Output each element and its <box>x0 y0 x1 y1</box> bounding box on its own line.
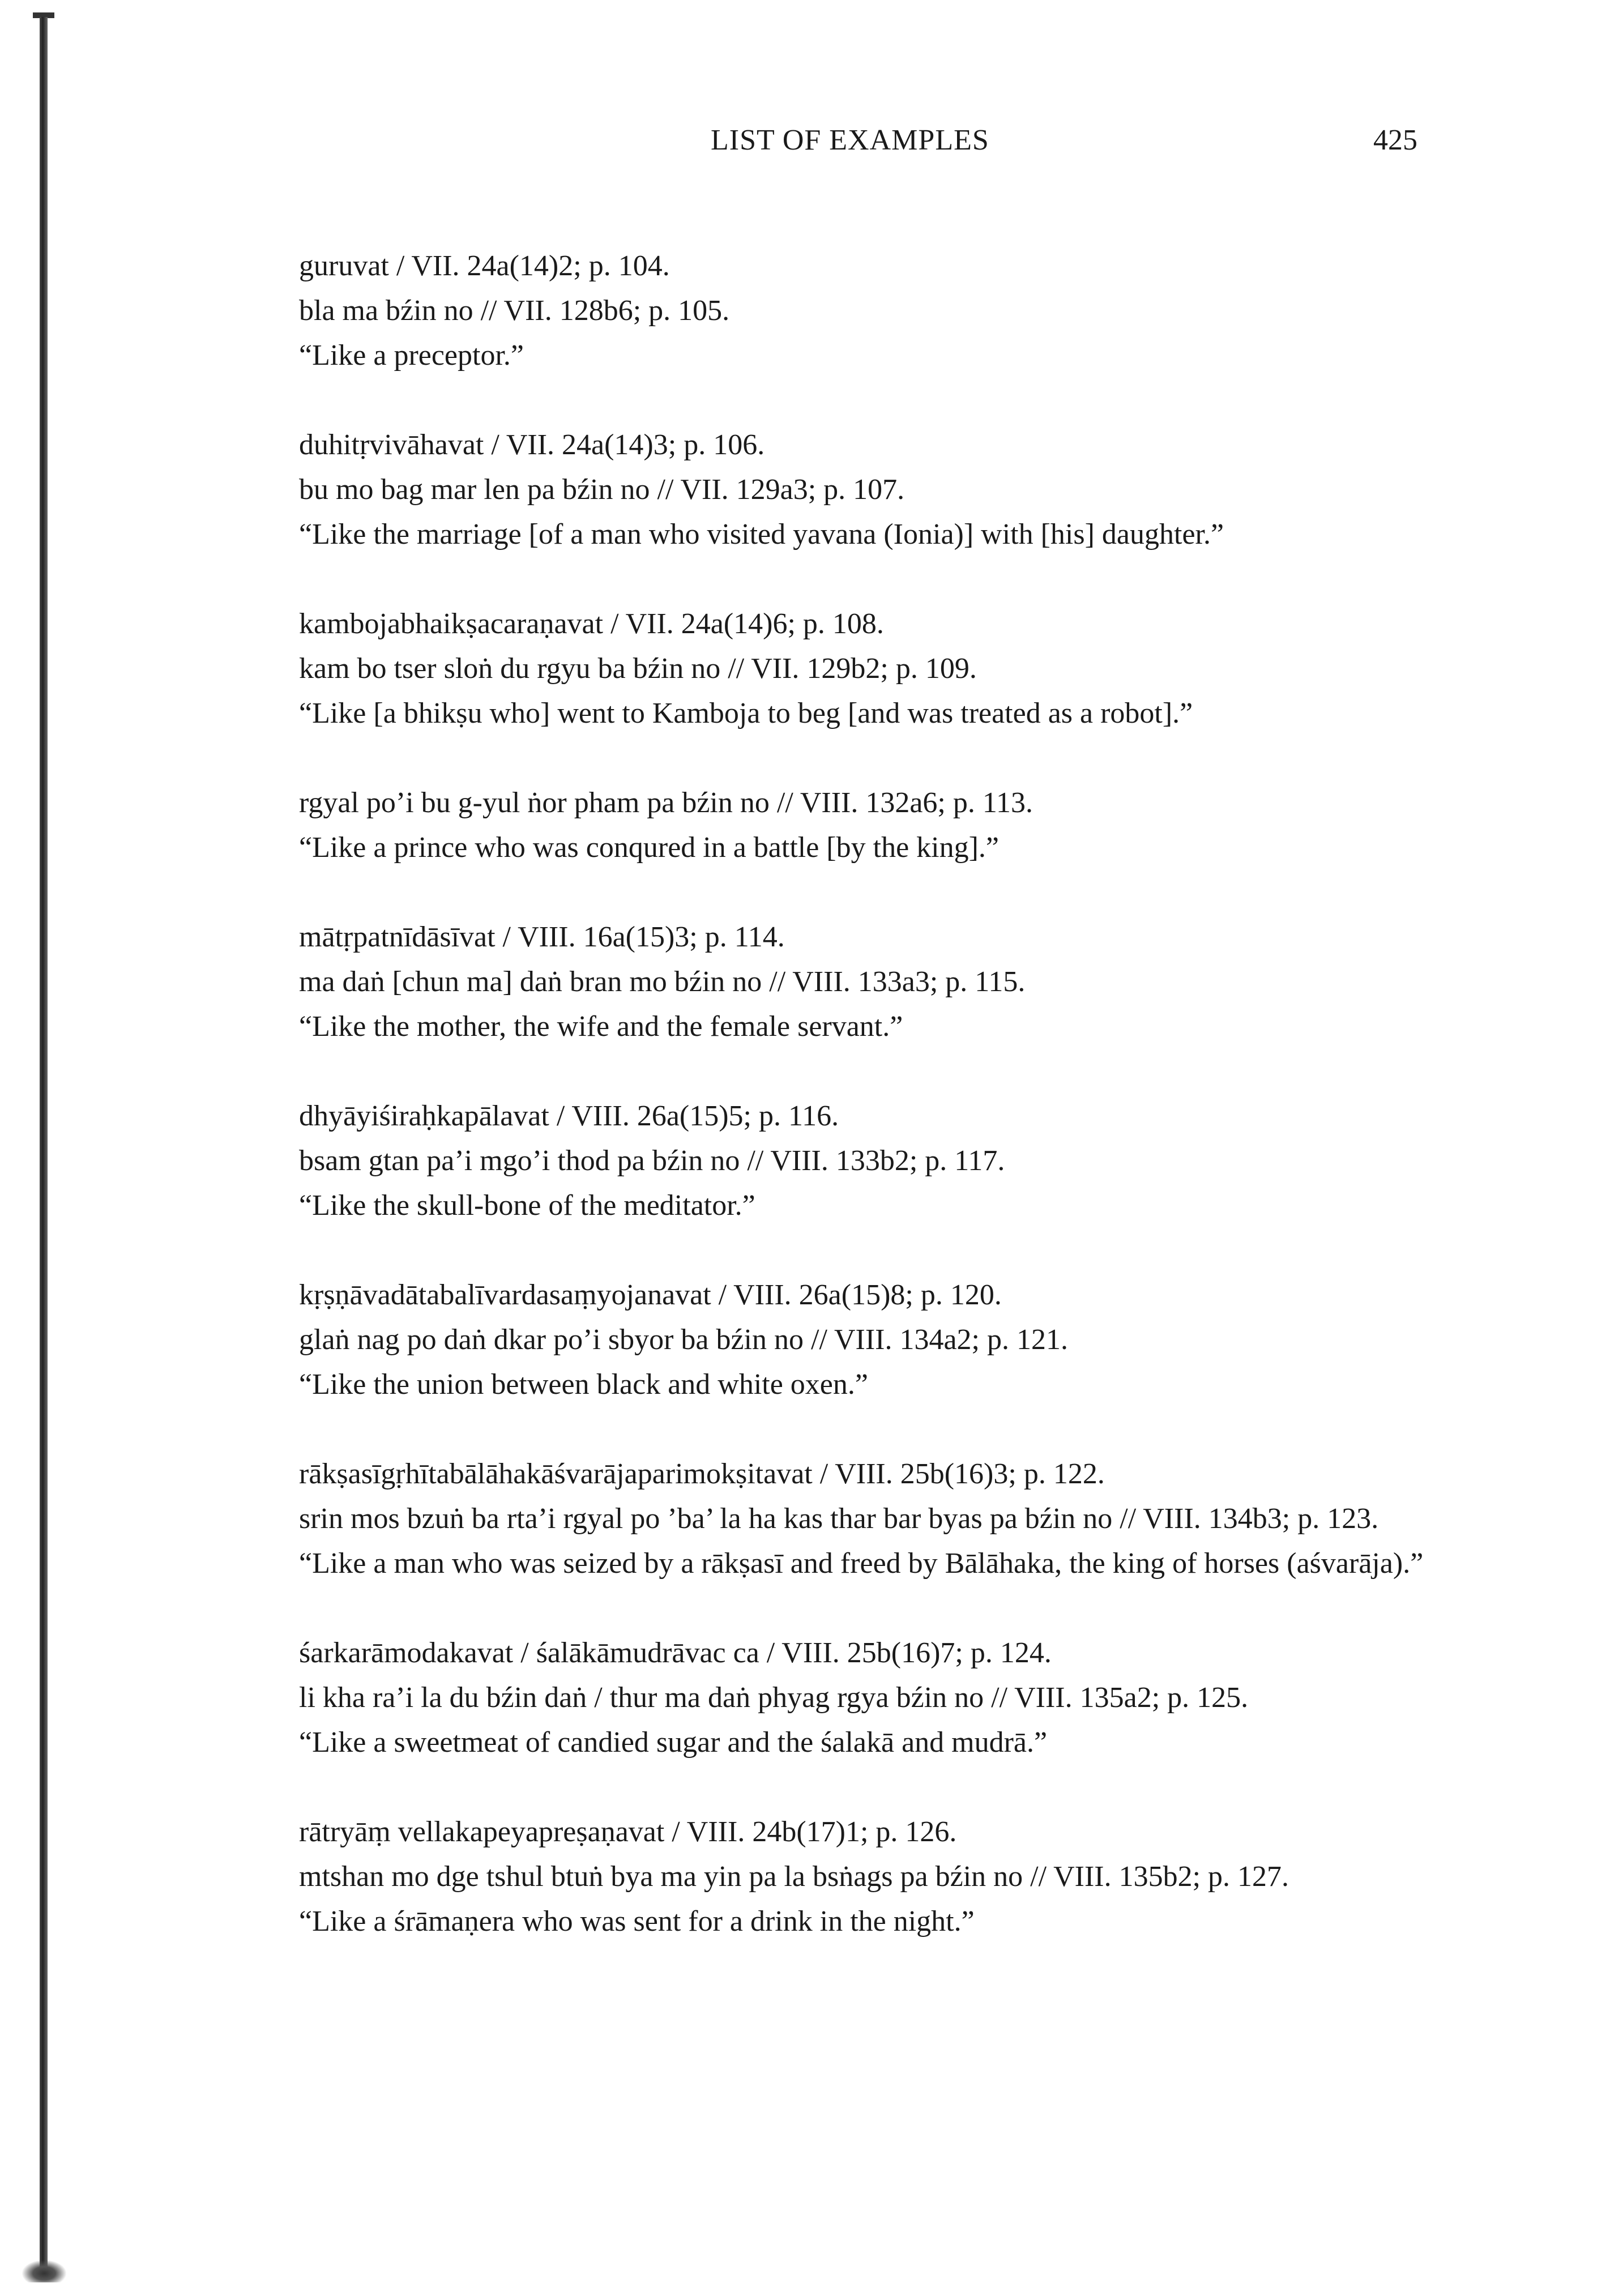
translation-line: “Like the union between black and white oxen.” <box>299 1368 868 1401</box>
tibetan-line: li kha ra’i la du bźin daṅ / thur ma daṅ phyag rgya bźin no // VIII. 135a2; p. 125. <box>299 1682 1249 1714</box>
translation-line: “Like a preceptor.” <box>299 339 524 372</box>
translation-line: “Like the mother, the wife and the female servant.” <box>299 1010 903 1043</box>
example-entry <box>255 1810 1433 1944</box>
example-entry <box>255 1273 1433 1407</box>
translation-line: “Like the skull-bone of the meditator.” <box>299 1189 755 1222</box>
tibetan-line: bsam gtan pa’i mgo’i thod pa bźin no // VIII. 133b2; p. 117. <box>299 1145 1005 1177</box>
translation-line: “Like a man who was seized by a rākṣasī and freed by Bālāhaka, the king of horses (aśvarāja).” <box>299 1547 1424 1580</box>
translation-line: “Like a sweetmeat of candied sugar and the śalakā and mudrā.” <box>299 1726 1048 1759</box>
example-entry <box>255 1631 1433 1765</box>
example-entry <box>255 423 1433 557</box>
sanskrit-line: śarkarāmodakavat / śalākāmudrāvac ca / VIII. 25b(16)7; p. 124. <box>299 1637 1052 1669</box>
sanskrit-line: duhitṛvivāhavat / VII. 24a(14)3; p. 106. <box>299 429 765 461</box>
sanskrit-line: rākṣasīgṛhītabālāhakāśvarājaparimokṣitavat / VIII. 25b(16)3; p. 122. <box>299 1458 1105 1490</box>
example-entry <box>255 1094 1433 1228</box>
translation-line: “Like a prince who was conqured in a battle [by the king].” <box>299 831 999 864</box>
examples-list <box>255 244 1433 1988</box>
page-number: 425 <box>1373 124 1417 156</box>
tibetan-line: srin mos bzuṅ ba rta’i rgyal po ’ba’ la ha kas thar bar byas pa bźin no // VIII. 134b3; p. 123. <box>299 1503 1379 1535</box>
sanskrit-line: mātṛpatnīdāsīvat / VIII. 16a(15)3; p. 114. <box>299 921 785 953</box>
tibetan-line: rgyal po’i bu g-yul ṅor pham pa bźin no // VIII. 132a6; p. 113. <box>299 787 1033 819</box>
example-entry <box>255 780 1433 870</box>
translation-line: “Like [a bhikṣu who] went to Kamboja to beg [and was treated as a robot].” <box>299 697 1193 729</box>
sanskrit-line: kambojabhaikṣacaraṇavat / VII. 24a(14)6; p. 108. <box>299 608 884 640</box>
tibetan-line: bla ma bźin no // VII. 128b6; p. 105. <box>299 295 730 327</box>
page-header <box>0 123 1623 163</box>
sanskrit-line: dhyāyiśiraḥkapālavat / VIII. 26a(15)5; p. 116. <box>299 1100 839 1132</box>
example-entry <box>255 1452 1433 1586</box>
tibetan-line: glaṅ nag po daṅ dkar po’i sbyor ba bźin no // VIII. 134a2; p. 121. <box>299 1324 1068 1356</box>
tibetan-line: mtshan mo dge tshul btuṅ bya ma yin pa la bsṅags pa bźin no // VIII. 135b2; p. 127. <box>299 1860 1289 1893</box>
example-entry <box>255 915 1433 1049</box>
sanskrit-line: guruvat / VII. 24a(14)2; p. 104. <box>299 250 670 282</box>
binding-edge-foot <box>22 2260 67 2282</box>
example-entry <box>255 244 1433 378</box>
tibetan-line: bu mo bag mar len pa bźin no // VII. 129a3; p. 107. <box>299 473 905 506</box>
tibetan-line: ma daṅ [chun ma] daṅ bran mo bźin no // VIII. 133a3; p. 115. <box>299 966 1026 998</box>
translation-line: “Like a śrāmaṇera who was sent for a drink in the night.” <box>299 1905 975 1937</box>
tibetan-line: kam bo tser sloṅ du rgyu ba bźin no // VII. 129b2; p. 109. <box>299 652 977 685</box>
example-entry <box>255 601 1433 736</box>
running-title: LIST OF EXAMPLES <box>711 124 989 156</box>
sanskrit-line: kṛṣṇāvadātabalīvardasaṃyojanavat / VIII. 26a(15)8; p. 120. <box>299 1279 1002 1311</box>
sanskrit-line: rātryāṃ vellakapeyapreṣaṇavat / VIII. 24b(17)1; p. 126. <box>299 1816 957 1848</box>
translation-line: “Like the marriage [of a man who visited yavana (Ionia)] with [his] daughter.” <box>299 518 1224 550</box>
binding-edge <box>40 17 48 2277</box>
